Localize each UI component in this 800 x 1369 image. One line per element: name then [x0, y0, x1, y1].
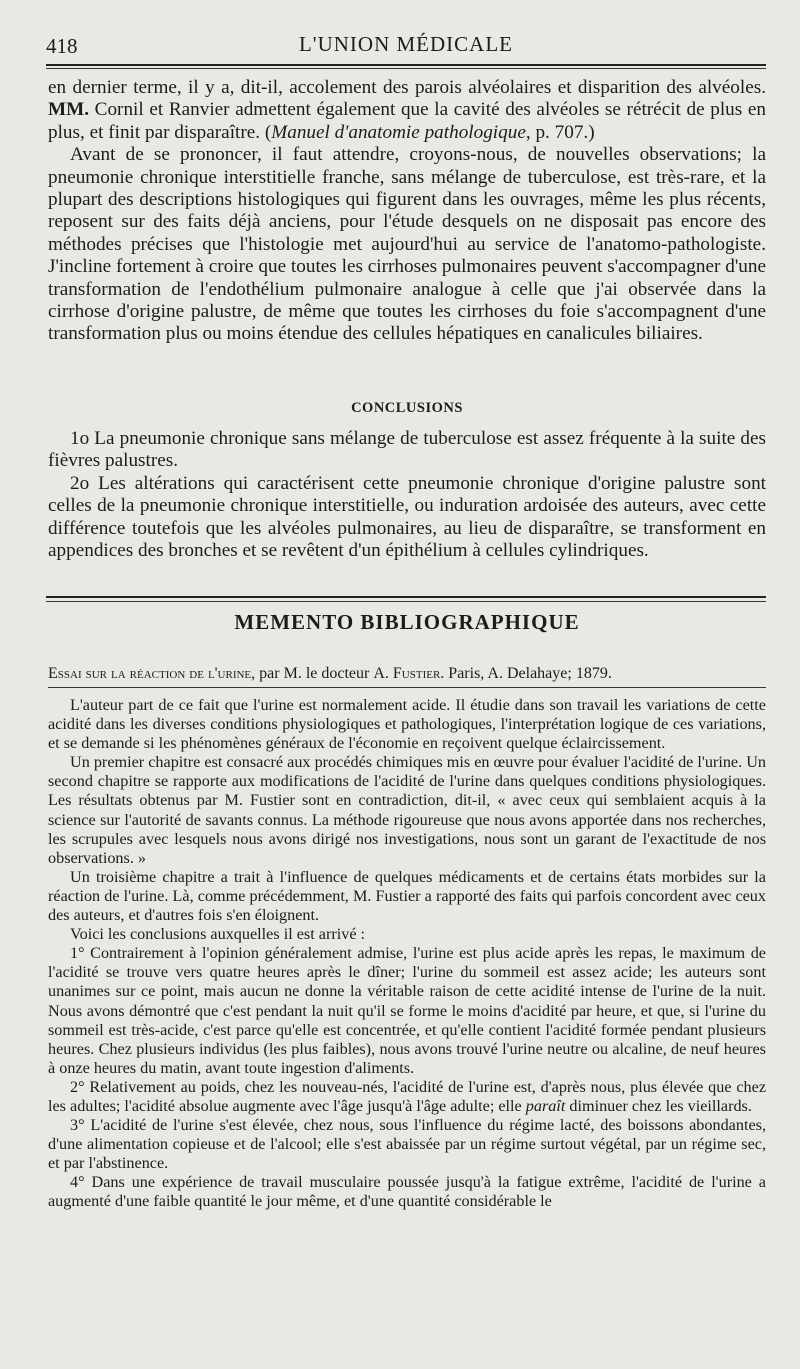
conclusion-2: 2o Les altérations qui caractérisent cette pneumonie chronique d'origine palustre sont celles de la pneumonie chronique interstitielle, ou induration ardoisée des auteurs, avec cette différence toutefois que les alvéoles pulmonaires, au lieu de disparaître, se transforment en appendices des bronches et se revêtent d'un épithélium à cellules cylindriques.: [48, 472, 766, 562]
review-paragraph-3: Un troisième chapitre a trait à l'influence de quelques médicaments et de certains états morbides sur la réaction de l'urine. Là, comme précédemment, M. Fustier a rapporté des faits qui parfois concordent avec ceux des auteurs, et d'autres fois s'en éloignent.: [48, 867, 766, 925]
paragraph-2: Avant de se prononcer, il faut attendre, croyons-nous, de nouvelles observations; la pneumonie chronique interstitielle franche, sans mélange de tuberculose, est très-rare, et la plupart des descriptions histologiques qui figurent dans les ouvrages, même les plus récents, reposent sur des faits déjà anciens, pour l'étude desquels on ne disposait pas encore des méthodes précises que l'histologie met aujourd'hui au service de l'anatomo-pathologiste. J'incline fortement à croire que toutes les cirrhoses pulmonaires peuvent s'accompagner d'une transformation de l'endothélium pulmonaire analogue à celle que j'ai observée dans la cirrhose d'origine palustre, de même que toutes les cirrhoses du foie s'accompagnent d'une transformation plus ou moins étendue des cellules hépatiques en canalicules biliaires.: [48, 144, 766, 345]
reference-title: Manuel d'anatomie pathologique: [271, 121, 526, 143]
review-conclusion-1: 1° Contrairement à l'opinion généralement admise, l'urine est plus acide après les repas, le maximum de l'acidité se trouve vers quatre heures après le dîner; l'urine du sommeil est assez acide; les auteurs sont unanimes sur ce point, mais aucun ne donne la véritable raison de cette acidité intense de l'urine de la nuit. Nous avons démontré que c'est pendant la nuit qu'il se forme le moins d'acidité par heure, et que, si l'urine du sommeil est très-acide, c'est parce qu'elle est concentrée, et qu'elle contient l'acidité formée pendant plusieurs heures. Chez plusieurs individus (les plus faibles), nous avons trouvé l'urine neutre ou alcaline, de neuf heures à onze heures du matin, avant toute ingestion d'aliments.: [48, 944, 766, 1077]
review-conclusion-2-italic: paraît: [525, 1096, 566, 1115]
header-rule: [46, 64, 766, 66]
review-conclusion-2-b: diminuer chez les vieillards.: [565, 1096, 752, 1115]
review-conclusion-3: 3° L'acidité de l'urine s'est élevée, chez nous, sous l'influence du régime lacté, des boissons abondantes, d'une alimentation copieuse et de l'alcool; elle s'est abaissée par un régime surtout végétal, par un régime sec, et par l'abstinence.: [48, 1116, 766, 1173]
para1-authors: MM.: [48, 99, 90, 121]
conclusions-heading: CONCLUSIONS: [351, 400, 463, 416]
review-paragraph-1: L'auteur part de ce fait que l'urine est normalement acide. Il étudie dans son travail les variations de cette acidité dans les diverses conditions physiologiques et pathologiques, l'interprétation logique de ces variations, et se demande si les phénomènes généraux de l'économie en reçoivent quelque éclaircissement.: [48, 696, 766, 753]
journal-title: L'UNION MÉDICALE: [298, 32, 513, 56]
para1-tail: , p. 707.): [525, 121, 595, 143]
review-conclusion-2-a: 2° Relativement au poids, chez les nouveau-nés, l'acidité de l'urine est, d'après nous, plus élevée que chez les adultes; l'acidité absolue augmente avec l'âge jusqu'à l'âge adulte; elle: [48, 1077, 766, 1115]
publisher-text: . Paris, A. Delahaye; 1879.: [440, 665, 612, 682]
running-header: [46, 30, 766, 60]
header-rule-thin: [46, 68, 766, 69]
book-author: A. Fustier: [373, 665, 441, 682]
by-text: , par M. le docteur: [251, 665, 374, 682]
para1-lead: en dernier terme, il y a, dit-il, accolement des parois alvéolaires et disparition des alvéoles.: [48, 77, 766, 98]
page-number: 418: [46, 34, 78, 58]
review-conclusion-4: 4° Dans une expérience de travail musculaire poussée jusqu'à la fatigue extrême, l'acidité de l'urine a augmenté d'une faible quantité le jour même, et d'une quantité considérable le: [48, 1173, 766, 1211]
review-body: [48, 696, 766, 1212]
review-paragraph-2: Un premier chapitre est consacré aux procédés chimiques mis en œuvre pour évaluer l'acidité de l'urine. Un second chapitre se rapporte aux modifications de l'acidité de l'urine dans quelques conditions physiologiques. Les résultats obtenus par M. Fustier sont en contradiction, dit-il, « avec ceux qui semblaient acquis à la science sur l'autorité de savants connus. La méthode rigoureuse que nous avons apportée dans nos recherches, les scrupules avec lesquels nous avons dirigé nos investigations, nous sont un garant de l'exactitude de nos observations. »: [48, 753, 766, 867]
article-body: [48, 77, 766, 346]
entry-rule: [48, 687, 766, 688]
section-rule: [46, 596, 766, 598]
para1-mid: Cornil et Ranvier admettent également que la cavité des alvéoles se rétrécit de plus en plus, et finit par disparaître. (: [48, 99, 766, 143]
bibliographic-entry: [48, 664, 766, 684]
book-title: Essai sur la réaction de l'urine: [48, 665, 252, 682]
paragraph-continuation: [48, 77, 766, 144]
section-rule-thin: [46, 601, 766, 602]
memento-heading: MEMENTO BIBLIOGRAPHIQUE: [234, 610, 580, 634]
review-conclusion-2: [48, 1078, 766, 1116]
review-paragraph-4: Voici les conclusions auxquelles il est arrivé :: [70, 925, 366, 944]
conclusions-list: [48, 428, 766, 562]
conclusion-1: 1o La pneumonie chronique sans mélange de tuberculose est assez fréquente à la suite des fièvres palustres.: [48, 428, 766, 472]
